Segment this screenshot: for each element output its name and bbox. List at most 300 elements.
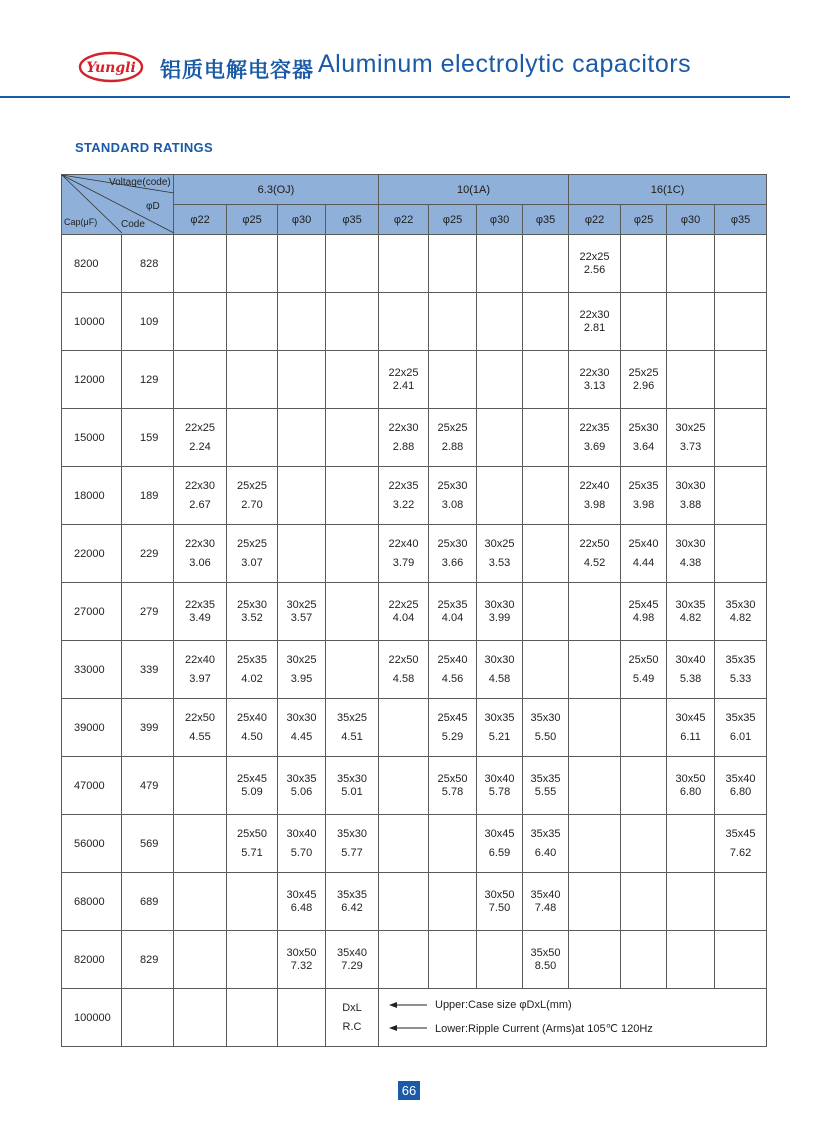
cap-label: Cap(μF) bbox=[64, 217, 98, 227]
rating-cell bbox=[326, 525, 379, 583]
case-size: 22x50 bbox=[579, 537, 610, 550]
ripple-current: 6.42 bbox=[341, 901, 363, 914]
ripple-current: 4.44 bbox=[632, 556, 655, 569]
rating-cell bbox=[523, 757, 569, 815]
rating-cell bbox=[523, 293, 569, 351]
ripple-current: 7.29 bbox=[341, 959, 363, 972]
table-row bbox=[62, 989, 767, 1047]
rating-cell bbox=[715, 873, 767, 931]
voltage-label: Voltage(code) bbox=[109, 177, 171, 188]
ripple-current: 4.02 bbox=[241, 672, 263, 685]
rating-cell bbox=[715, 467, 767, 525]
case-size: 25x40 bbox=[437, 653, 468, 666]
rating-cell bbox=[569, 235, 621, 293]
code-cell: 159 bbox=[122, 409, 174, 467]
code-cell: 569 bbox=[122, 815, 174, 873]
case-size: 22x40 bbox=[185, 653, 215, 666]
case-size: 35x35 bbox=[530, 827, 561, 840]
rating-cell bbox=[523, 525, 569, 583]
case-size: 30x40 bbox=[286, 827, 317, 840]
rating-cell bbox=[667, 699, 715, 757]
rating-cell bbox=[429, 583, 477, 641]
rating-cell bbox=[174, 931, 227, 989]
diameter-label: φD bbox=[146, 201, 160, 212]
table-row bbox=[62, 583, 767, 641]
rating-cell bbox=[569, 641, 621, 699]
rating-cell bbox=[278, 989, 326, 1047]
case-size: 25x50 bbox=[237, 827, 267, 840]
ripple-current: 5.09 bbox=[241, 785, 263, 798]
legend-key-lower: R.C bbox=[342, 1020, 362, 1033]
rating-cell bbox=[621, 235, 667, 293]
rating-cell bbox=[667, 931, 715, 989]
rating-cell bbox=[278, 351, 326, 409]
ripple-current: 4.50 bbox=[241, 730, 263, 743]
ripple-current: 3.53 bbox=[488, 556, 511, 569]
capacitance-cell: 22000 bbox=[62, 525, 122, 583]
rating-cell bbox=[227, 757, 278, 815]
ripple-current: 3.52 bbox=[241, 611, 263, 624]
rating-cell bbox=[326, 351, 379, 409]
ripple-current: 7.62 bbox=[729, 846, 752, 859]
table-row bbox=[62, 409, 767, 467]
rating-cell bbox=[429, 873, 477, 931]
rating-cell bbox=[174, 235, 227, 293]
rating-cell bbox=[227, 641, 278, 699]
capacitance-cell: 15000 bbox=[62, 409, 122, 467]
header-rule bbox=[0, 96, 790, 98]
rating-cell bbox=[569, 931, 621, 989]
ripple-current: 5.29 bbox=[441, 730, 464, 743]
rating-cell bbox=[227, 873, 278, 931]
table-row bbox=[62, 873, 767, 931]
case-size: 30x45 bbox=[484, 827, 515, 840]
ripple-current: 7.32 bbox=[290, 959, 313, 972]
case-size: 30x35 bbox=[675, 598, 706, 611]
rating-cell bbox=[477, 583, 523, 641]
code-cell: 109 bbox=[122, 293, 174, 351]
rating-cell bbox=[326, 757, 379, 815]
capacitance-cell: 12000 bbox=[62, 351, 122, 409]
diameter-header: φ22 bbox=[174, 205, 227, 235]
case-size: 30x50 bbox=[675, 772, 706, 785]
rating-cell bbox=[278, 525, 326, 583]
rating-cell bbox=[326, 931, 379, 989]
case-size: 30x40 bbox=[484, 772, 515, 785]
case-size: 22x25 bbox=[388, 366, 419, 379]
rating-cell bbox=[379, 467, 429, 525]
ripple-current: 2.56 bbox=[583, 263, 606, 276]
ripple-current: 3.08 bbox=[441, 498, 464, 511]
rating-cell bbox=[174, 699, 227, 757]
rating-cell bbox=[569, 873, 621, 931]
rating-cell bbox=[569, 467, 621, 525]
ripple-current: 4.82 bbox=[729, 611, 752, 624]
diameter-header: φ35 bbox=[326, 205, 379, 235]
voltage-group-header: 10(1A) bbox=[379, 175, 569, 205]
capacitance-cell: 27000 bbox=[62, 583, 122, 641]
rating-cell bbox=[569, 757, 621, 815]
rating-cell bbox=[667, 235, 715, 293]
rating-cell bbox=[326, 293, 379, 351]
code-label: Code bbox=[121, 219, 145, 230]
rating-cell bbox=[278, 757, 326, 815]
ripple-current: 5.01 bbox=[341, 785, 363, 798]
rating-cell bbox=[227, 699, 278, 757]
rating-cell bbox=[429, 815, 477, 873]
table-row bbox=[62, 351, 767, 409]
rating-cell bbox=[569, 583, 621, 641]
table-row bbox=[62, 641, 767, 699]
ripple-current: 6.48 bbox=[290, 901, 313, 914]
rating-cell bbox=[379, 351, 429, 409]
diameter-header: φ22 bbox=[569, 205, 621, 235]
ripple-current: 5.50 bbox=[534, 730, 557, 743]
rating-cell bbox=[523, 351, 569, 409]
rating-cell bbox=[278, 641, 326, 699]
rating-cell bbox=[715, 293, 767, 351]
rating-cell bbox=[523, 815, 569, 873]
case-size: 30x35 bbox=[484, 711, 515, 724]
case-size: 35x50 bbox=[530, 946, 561, 959]
rating-cell bbox=[174, 815, 227, 873]
rating-cell bbox=[379, 235, 429, 293]
code-cell: 479 bbox=[122, 757, 174, 815]
ripple-current: 4.52 bbox=[583, 556, 606, 569]
table-row bbox=[62, 757, 767, 815]
diameter-header: φ25 bbox=[621, 205, 667, 235]
case-size: 30x30 bbox=[286, 711, 317, 724]
rating-cell bbox=[174, 409, 227, 467]
rating-cell bbox=[174, 757, 227, 815]
rating-cell bbox=[227, 583, 278, 641]
rating-cell bbox=[429, 409, 477, 467]
case-size: 35x40 bbox=[725, 772, 756, 785]
case-size: 30x25 bbox=[675, 421, 706, 434]
table-row bbox=[62, 931, 767, 989]
ripple-current: 4.55 bbox=[189, 730, 211, 743]
case-size: 35x35 bbox=[530, 772, 561, 785]
rating-cell bbox=[621, 409, 667, 467]
rating-cell bbox=[667, 757, 715, 815]
case-size: 22x35 bbox=[185, 598, 215, 611]
rating-cell bbox=[667, 641, 715, 699]
case-size: 30x45 bbox=[675, 711, 706, 724]
case-size: 25x40 bbox=[237, 711, 267, 724]
case-size: 30x30 bbox=[675, 537, 706, 550]
ripple-current: 2.88 bbox=[441, 440, 464, 453]
rating-cell bbox=[227, 293, 278, 351]
ripple-current: 3.66 bbox=[441, 556, 464, 569]
rating-cell bbox=[523, 235, 569, 293]
rating-cell bbox=[429, 641, 477, 699]
rating-cell bbox=[174, 351, 227, 409]
case-size: 25x25 bbox=[437, 421, 468, 434]
rating-cell bbox=[227, 989, 278, 1047]
rating-cell bbox=[621, 641, 667, 699]
diameter-header: φ30 bbox=[477, 205, 523, 235]
rating-cell bbox=[667, 873, 715, 931]
rating-cell bbox=[379, 757, 429, 815]
rating-cell bbox=[227, 815, 278, 873]
case-size: 22x30 bbox=[185, 479, 215, 492]
rating-cell bbox=[667, 293, 715, 351]
case-size: 22x40 bbox=[579, 479, 610, 492]
ripple-current: 3.49 bbox=[189, 611, 211, 624]
rating-cell bbox=[227, 235, 278, 293]
case-size: 35x40 bbox=[337, 946, 367, 959]
rating-cell bbox=[621, 757, 667, 815]
case-size: 30x50 bbox=[286, 946, 317, 959]
capacitance-cell: 10000 bbox=[62, 293, 122, 351]
case-size: 25x45 bbox=[628, 598, 659, 611]
rating-cell bbox=[429, 931, 477, 989]
case-size: 22x50 bbox=[388, 653, 419, 666]
rating-cell bbox=[621, 351, 667, 409]
rating-cell bbox=[429, 293, 477, 351]
rating-cell bbox=[326, 409, 379, 467]
rating-cell bbox=[715, 757, 767, 815]
case-size: 22x25 bbox=[579, 250, 610, 263]
rating-cell bbox=[523, 467, 569, 525]
rating-cell bbox=[715, 931, 767, 989]
ripple-current: 5.78 bbox=[441, 785, 464, 798]
legend-lower-text: Lower:Ripple Current (Arms)at 105℃ 120Hz bbox=[435, 1022, 653, 1035]
capacitance-cell: 82000 bbox=[62, 931, 122, 989]
rating-cell bbox=[379, 699, 429, 757]
case-size: 22x30 bbox=[579, 366, 610, 379]
case-size: 25x50 bbox=[437, 772, 468, 785]
rating-cell bbox=[621, 873, 667, 931]
table-row bbox=[62, 293, 767, 351]
rating-cell bbox=[667, 409, 715, 467]
rating-cell bbox=[429, 467, 477, 525]
arrow-left-icon bbox=[389, 1001, 427, 1009]
diameter-header: φ30 bbox=[278, 205, 326, 235]
ripple-current: 3.07 bbox=[241, 556, 263, 569]
case-size: 30x30 bbox=[484, 653, 515, 666]
table-row bbox=[62, 235, 767, 293]
ripple-current: 4.04 bbox=[392, 611, 415, 624]
case-size: 25x45 bbox=[437, 711, 468, 724]
code-cell bbox=[122, 989, 174, 1047]
rating-cell bbox=[477, 409, 523, 467]
rating-cell bbox=[278, 699, 326, 757]
rating-cell bbox=[227, 931, 278, 989]
rating-cell bbox=[621, 583, 667, 641]
case-size: 25x45 bbox=[237, 772, 267, 785]
case-size: 25x35 bbox=[437, 598, 468, 611]
case-size: 35x30 bbox=[530, 711, 561, 724]
ripple-current: 4.98 bbox=[632, 611, 655, 624]
diameter-header: φ25 bbox=[227, 205, 278, 235]
rating-cell bbox=[569, 815, 621, 873]
rating-cell bbox=[523, 931, 569, 989]
rating-cell bbox=[477, 757, 523, 815]
ripple-current: 3.99 bbox=[488, 611, 511, 624]
code-cell: 189 bbox=[122, 467, 174, 525]
case-size: 25x25 bbox=[237, 537, 267, 550]
legend-cell bbox=[379, 989, 767, 1047]
ripple-current: 2.67 bbox=[189, 498, 211, 511]
rating-cell bbox=[621, 525, 667, 583]
title-chinese: 铝质电解电容器 bbox=[160, 58, 314, 82]
ripple-current: 3.95 bbox=[290, 672, 313, 685]
rating-cell bbox=[429, 235, 477, 293]
ripple-current: 6.40 bbox=[534, 846, 557, 859]
case-size: 22x40 bbox=[388, 537, 419, 550]
rating-cell bbox=[429, 699, 477, 757]
case-size: 30x25 bbox=[286, 598, 317, 611]
rating-cell bbox=[477, 873, 523, 931]
ripple-current: 4.51 bbox=[341, 730, 363, 743]
rating-cell bbox=[379, 293, 429, 351]
capacitance-cell: 100000 bbox=[62, 989, 122, 1047]
rating-cell bbox=[667, 815, 715, 873]
capacitance-cell: 39000 bbox=[62, 699, 122, 757]
rating-cell bbox=[715, 235, 767, 293]
rating-cell bbox=[477, 699, 523, 757]
ripple-current: 4.58 bbox=[392, 672, 415, 685]
rating-cell bbox=[227, 525, 278, 583]
case-size: 35x40 bbox=[530, 888, 561, 901]
legend-key-upper: DxL bbox=[342, 1001, 362, 1014]
ripple-current: 5.06 bbox=[290, 785, 313, 798]
ripple-current: 3.97 bbox=[189, 672, 211, 685]
section-title: STANDARD RATINGS bbox=[75, 140, 213, 155]
code-cell: 399 bbox=[122, 699, 174, 757]
rating-cell bbox=[278, 583, 326, 641]
ratings-table bbox=[61, 174, 766, 1043]
page-number: 66 bbox=[398, 1081, 420, 1100]
rating-cell bbox=[523, 699, 569, 757]
capacitance-cell: 18000 bbox=[62, 467, 122, 525]
capacitance-cell: 47000 bbox=[62, 757, 122, 815]
code-cell: 829 bbox=[122, 931, 174, 989]
ripple-current: 6.80 bbox=[729, 785, 752, 798]
rating-cell bbox=[715, 351, 767, 409]
table-row bbox=[62, 467, 767, 525]
table-row bbox=[62, 699, 767, 757]
voltage-group-header: 6.3(OJ) bbox=[174, 175, 379, 205]
ripple-current: 2.70 bbox=[241, 498, 263, 511]
rating-cell bbox=[326, 815, 379, 873]
case-size: 35x45 bbox=[725, 827, 756, 840]
rating-cell bbox=[477, 525, 523, 583]
rating-cell bbox=[569, 409, 621, 467]
rating-cell bbox=[278, 409, 326, 467]
rating-cell bbox=[621, 699, 667, 757]
rating-cell bbox=[523, 583, 569, 641]
code-cell: 828 bbox=[122, 235, 174, 293]
case-size: 30x35 bbox=[286, 772, 317, 785]
rating-cell bbox=[326, 467, 379, 525]
ripple-current: 2.24 bbox=[189, 440, 211, 453]
case-size: 35x30 bbox=[337, 772, 367, 785]
ripple-current: 3.22 bbox=[392, 498, 415, 511]
ripple-current: 5.33 bbox=[729, 672, 752, 685]
case-size: 35x25 bbox=[337, 711, 367, 724]
diameter-header: φ25 bbox=[429, 205, 477, 235]
table-row bbox=[62, 815, 767, 873]
case-size: 25x25 bbox=[237, 479, 267, 492]
rating-cell bbox=[477, 931, 523, 989]
ripple-current: 7.48 bbox=[534, 901, 557, 914]
ripple-current: 3.57 bbox=[290, 611, 313, 624]
case-size: 22x25 bbox=[185, 421, 215, 434]
case-size: 25x30 bbox=[237, 598, 267, 611]
rating-cell bbox=[278, 815, 326, 873]
case-size: 30x25 bbox=[286, 653, 317, 666]
capacitance-cell: 56000 bbox=[62, 815, 122, 873]
rating-cell bbox=[326, 699, 379, 757]
ripple-current: 5.71 bbox=[241, 846, 263, 859]
rating-cell bbox=[227, 409, 278, 467]
rating-cell bbox=[174, 293, 227, 351]
rating-cell bbox=[477, 467, 523, 525]
rating-cell bbox=[667, 351, 715, 409]
page-header bbox=[0, 0, 826, 100]
case-size: 25x50 bbox=[628, 653, 659, 666]
rating-cell bbox=[477, 235, 523, 293]
ripple-current: 6.80 bbox=[679, 785, 702, 798]
ripple-current: 3.64 bbox=[632, 440, 655, 453]
rating-cell bbox=[621, 931, 667, 989]
ripple-current: 4.58 bbox=[488, 672, 511, 685]
rating-cell bbox=[477, 351, 523, 409]
rating-cell bbox=[621, 815, 667, 873]
rating-cell bbox=[174, 989, 227, 1047]
legend-lower bbox=[389, 1021, 653, 1035]
rating-cell bbox=[715, 815, 767, 873]
ripple-current: 8.50 bbox=[534, 959, 557, 972]
ripple-current: 4.38 bbox=[679, 556, 702, 569]
case-size: 35x30 bbox=[725, 598, 756, 611]
rating-cell bbox=[379, 525, 429, 583]
yungli-logo bbox=[78, 50, 144, 84]
rating-cell bbox=[227, 467, 278, 525]
case-size: 22x50 bbox=[185, 711, 215, 724]
rating-cell bbox=[278, 235, 326, 293]
rating-cell bbox=[523, 641, 569, 699]
rating-cell bbox=[379, 583, 429, 641]
rating-cell bbox=[667, 525, 715, 583]
rating-cell bbox=[379, 641, 429, 699]
ripple-current: 5.78 bbox=[488, 785, 511, 798]
ripple-current: 5.38 bbox=[679, 672, 702, 685]
rating-cell bbox=[569, 525, 621, 583]
case-size: 25x35 bbox=[628, 479, 659, 492]
rating-cell bbox=[379, 873, 429, 931]
case-size: 35x30 bbox=[337, 827, 367, 840]
rating-cell bbox=[523, 873, 569, 931]
ripple-current: 5.70 bbox=[290, 846, 313, 859]
case-size: 22x35 bbox=[388, 479, 419, 492]
ripple-current: 4.45 bbox=[290, 730, 313, 743]
title-english: Aluminum electrolytic capacitors bbox=[318, 50, 692, 78]
rating-cell bbox=[621, 467, 667, 525]
legend-upper-text: Upper:Case size φDxL(mm) bbox=[435, 999, 572, 1011]
ripple-current: 2.96 bbox=[632, 379, 655, 392]
ripple-current: 2.81 bbox=[583, 321, 606, 334]
rating-cell bbox=[429, 757, 477, 815]
rating-cell bbox=[569, 699, 621, 757]
rating-cell bbox=[174, 641, 227, 699]
ripple-current: 5.21 bbox=[488, 730, 511, 743]
case-size: 25x30 bbox=[437, 479, 468, 492]
table-row bbox=[62, 525, 767, 583]
rating-cell bbox=[278, 293, 326, 351]
